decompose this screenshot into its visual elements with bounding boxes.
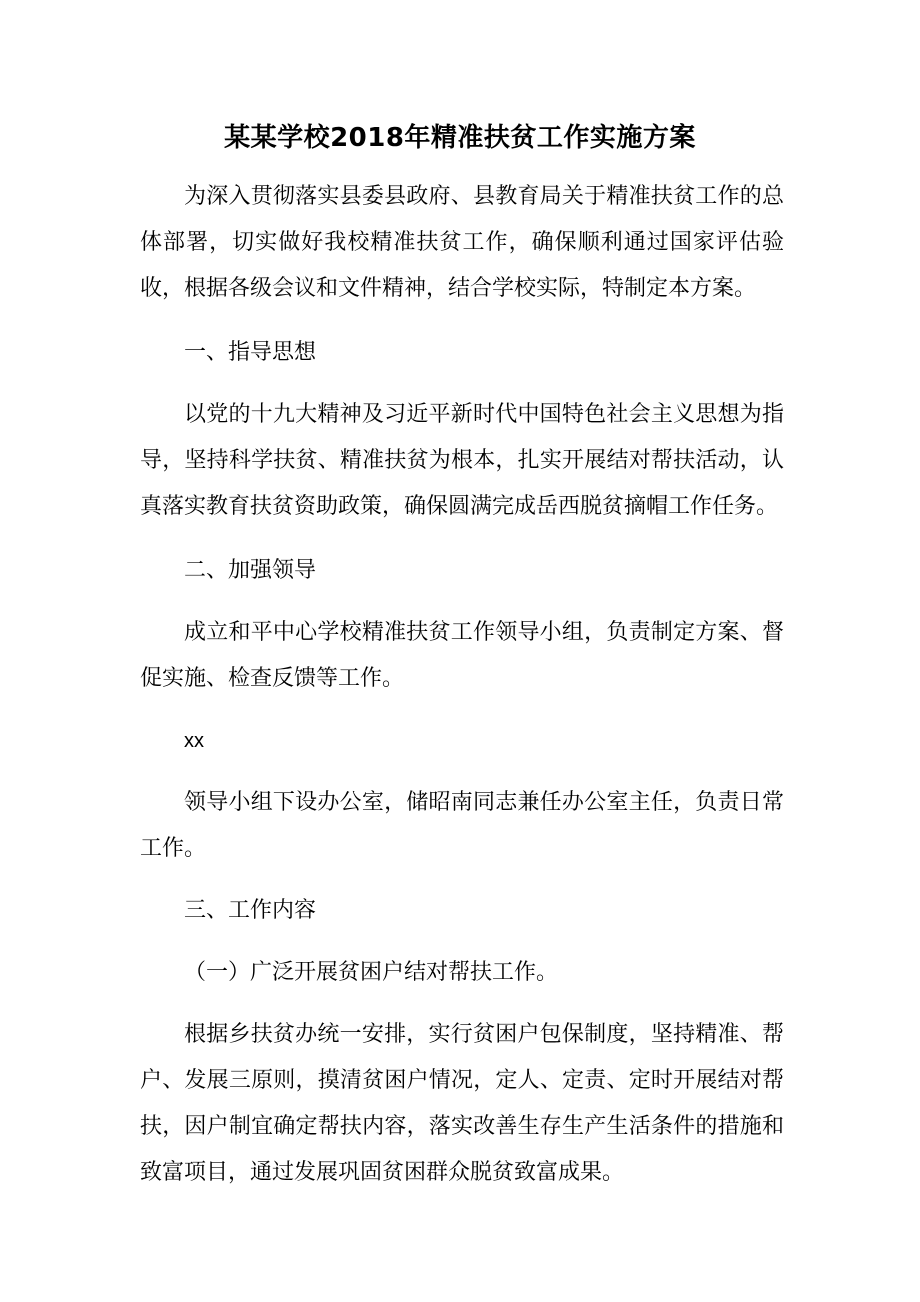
intro-paragraph: 为深入贯彻落实县委县政府、县教育局关于精准扶贫工作的总体部署，切实做好我校精准扶贫工作，确保顺利通过国家评估验收，根据各级会议和文件精神，结合学校实际，特制定本方案。 xyxy=(140,184,784,301)
section-1-heading: 一、指导思想 xyxy=(184,340,317,365)
section-2-paragraph: 成立和平中心学校精准扶贫工作领导小组，负责制定方案、督促实施、检查反馈等工作。 xyxy=(140,620,784,691)
section-2-office-paragraph: 领导小组下设办公室，储昭南同志兼任办公室主任，负责日常工作。 xyxy=(140,790,784,861)
document-title: 某某学校2018年精准扶贫工作实施方案 xyxy=(224,123,696,153)
section-3-subheading-1: （一）广泛开展贫困户结对帮扶工作。 xyxy=(184,960,559,985)
section-3-heading: 三、工作内容 xyxy=(184,898,317,923)
section-2-heading: 二、加强领导 xyxy=(184,558,317,583)
section-2-note: xx xyxy=(184,730,204,752)
section-1-paragraph: 以党的十九大精神及习近平新时代中国特色社会主义思想为指导，坚持科学扶贫、精准扶贫为根本，扎实开展结对帮扶活动，认真落实教育扶贫资助政策，确保圆满完成岳西脱贫摘帽工作任务。 xyxy=(140,402,784,519)
section-3-paragraph-1: 根据乡扶贫办统一安排，实行贫困户包保制度，坚持精准、帮户、发展三原则，摸清贫困户情况，定人、定责、定时开展结对帮扶，因户制宜确定帮扶内容，落实改善生存生产生活条件的措施和致富项目，通过发展巩固贫困群众脱贫致富成果。 xyxy=(140,1022,784,1185)
